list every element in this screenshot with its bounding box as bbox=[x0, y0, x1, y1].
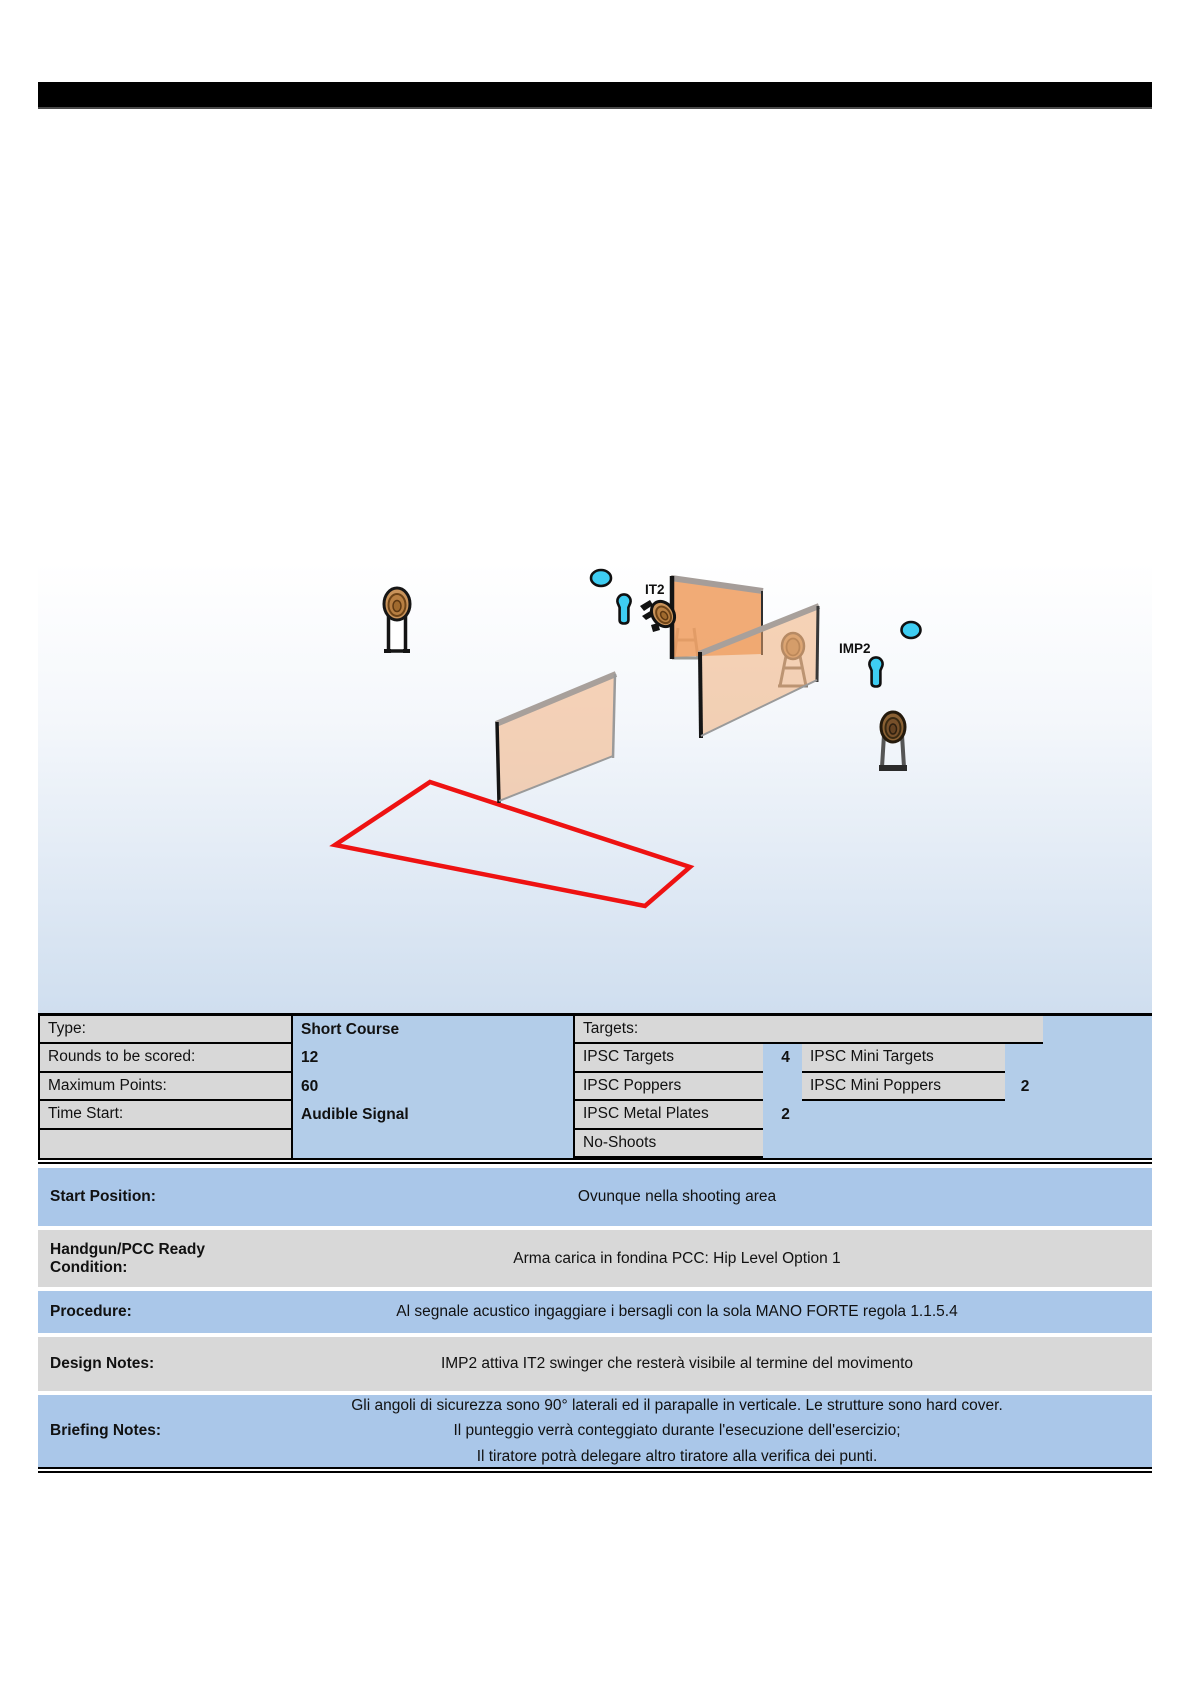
section-ready-condition bbox=[38, 1230, 1152, 1287]
targets-count-ipsc-targets: 4 bbox=[781, 1049, 790, 1067]
design-notes-value: IMP2 attiva IT2 swinger che resterà visibile al termine del movimento bbox=[440, 1355, 914, 1372]
info-label-start: Time Start: bbox=[38, 1101, 291, 1129]
procedure-label: Procedure: bbox=[50, 1303, 132, 1320]
table-bottom-rule bbox=[38, 1158, 1152, 1164]
section-design-notes bbox=[38, 1337, 1152, 1391]
design-notes-label: Design Notes: bbox=[50, 1355, 155, 1372]
info-label-points: Maximum Points: bbox=[38, 1073, 291, 1101]
info-value-start: Audible Signal bbox=[301, 1106, 409, 1124]
section-procedure bbox=[38, 1291, 1152, 1333]
shooting-area-outline bbox=[335, 782, 690, 906]
briefing-notes-label: Briefing Notes: bbox=[50, 1422, 162, 1439]
targets-label-metal-plates: IPSC Metal Plates bbox=[575, 1101, 763, 1129]
metal-plate-1 bbox=[591, 570, 611, 586]
targets-count-metal-plates: 2 bbox=[781, 1106, 790, 1124]
targets-label-poppers: IPSC Poppers bbox=[575, 1073, 763, 1101]
imp2-label: IMP2 bbox=[839, 641, 871, 656]
info-label-rounds: Rounds to be scored: bbox=[38, 1044, 291, 1072]
briefing-line-3: Il tiratore potrà delegare altro tiratore alla verifica dei punti. bbox=[476, 1447, 878, 1465]
targets-count-mini-poppers: 2 bbox=[1020, 1077, 1030, 1095]
section-start-position bbox=[38, 1168, 1152, 1226]
info-value-points: 60 bbox=[301, 1077, 319, 1095]
section-briefing-notes bbox=[38, 1395, 1152, 1467]
ready-condition-value: Arma carica in fondina PCC: Hip Level Option 1 bbox=[513, 1249, 841, 1267]
stage-diagram bbox=[38, 562, 1152, 1014]
mini-popper-1 bbox=[617, 594, 630, 623]
targets-label-mini-poppers: IPSC Mini Poppers bbox=[802, 1073, 1005, 1101]
mini-popper-2 bbox=[869, 657, 882, 686]
briefing-notes-value bbox=[272, 1395, 1152, 1467]
it2-label: IT2 bbox=[645, 582, 665, 597]
ready-condition-label: Handgun/PCC Ready Condition: bbox=[50, 1240, 206, 1276]
stage-info-table bbox=[38, 1013, 1152, 1164]
targets-label-no-shoots: No-Shoots bbox=[575, 1130, 763, 1158]
start-position-value: Ovunque nella shooting area bbox=[577, 1188, 777, 1205]
info-value-type: Short Course bbox=[301, 1021, 400, 1038]
targets-label-mini-targets: IPSC Mini Targets bbox=[802, 1044, 1005, 1072]
procedure-value: Al segnale acustico ingaggiare i bersagli con la sola MANO FORTE regola 1.1.5.4 bbox=[396, 1303, 958, 1320]
stage-title-bar bbox=[38, 82, 1152, 109]
ipsc-target-1 bbox=[384, 588, 410, 651]
info-label-type: Type: bbox=[38, 1016, 291, 1044]
page-bottom-rule bbox=[38, 1467, 1152, 1473]
targets-table bbox=[573, 1016, 1152, 1158]
ipsc-target-2 bbox=[879, 712, 907, 771]
wall-panel-front bbox=[496, 674, 616, 803]
stage-diagram-svg bbox=[38, 562, 1152, 1014]
start-position-label: Start Position: bbox=[50, 1188, 156, 1205]
targets-label-ipsc-targets: IPSC Targets bbox=[575, 1044, 763, 1072]
info-value-rounds: 12 bbox=[301, 1049, 319, 1067]
briefing-line-2: Il punteggio verrà conteggiato durante l'esecuzione dell'esercizio; bbox=[453, 1422, 901, 1440]
info-label-empty bbox=[38, 1130, 291, 1158]
briefing-line-1: Gli angoli di sicurezza sono 90° laterali ed il parapalle in verticale. Le strutture sono hard cover. bbox=[351, 1396, 1003, 1414]
metal-plate-2 bbox=[902, 622, 921, 638]
targets-header: Targets: bbox=[575, 1016, 1043, 1044]
